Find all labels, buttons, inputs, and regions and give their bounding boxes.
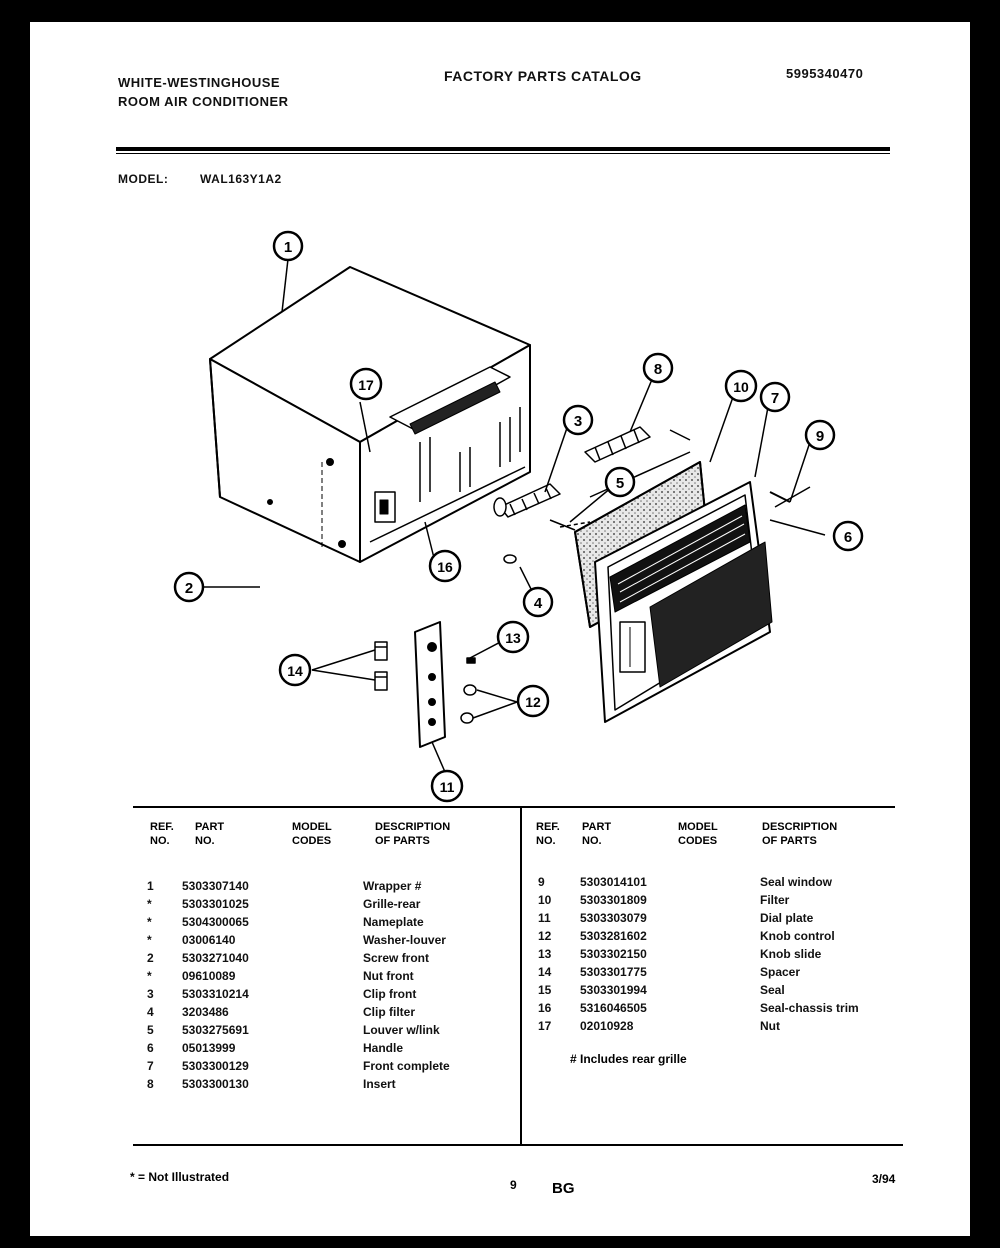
callout-14 bbox=[280, 655, 310, 685]
header-desc-right: DESCRIPTION OF PARTS bbox=[762, 821, 838, 847]
callout-label: 17 bbox=[358, 377, 374, 393]
callout-11 bbox=[432, 771, 462, 801]
document-number: 5995340470 bbox=[786, 66, 864, 81]
knobs bbox=[461, 658, 476, 723]
callout-8 bbox=[644, 354, 672, 382]
callout-label: 12 bbox=[525, 694, 541, 710]
callout-label: 1 bbox=[283, 239, 293, 256]
callout-label: 16 bbox=[437, 559, 453, 575]
revision-date: 3/94 bbox=[872, 1172, 896, 1186]
brand-line-2: ROOM AIR CONDITIONER bbox=[118, 94, 289, 109]
callout-label: 5 bbox=[615, 475, 625, 492]
callout-1 bbox=[274, 232, 302, 260]
callout-5 bbox=[606, 468, 634, 496]
model-number: WAL163Y1A2 bbox=[200, 172, 282, 186]
callout-label: 6 bbox=[843, 529, 853, 546]
clip-filter bbox=[504, 520, 575, 563]
callout-3 bbox=[564, 406, 592, 434]
header-desc-left: DESCRIPTION OF PARTS bbox=[375, 821, 451, 847]
louver-washers bbox=[585, 427, 690, 462]
clips-front bbox=[494, 484, 560, 517]
dial-plate bbox=[415, 622, 445, 747]
callout-16 bbox=[430, 551, 460, 581]
header-ref-left: REF. NO. bbox=[150, 821, 174, 847]
callout-label: 7 bbox=[770, 390, 780, 407]
callout-label: 4 bbox=[533, 595, 543, 612]
table-divider bbox=[520, 806, 522, 1146]
footnote-includes-rear-grille: # Includes rear grille bbox=[570, 1052, 687, 1066]
callout-label: 3 bbox=[573, 413, 583, 430]
callout-label: 11 bbox=[439, 779, 455, 795]
header-part-left: PART NO. bbox=[195, 821, 225, 847]
callout-17 bbox=[351, 369, 381, 399]
table-top-rule bbox=[133, 806, 895, 808]
not-illustrated-legend: * = Not Illustrated bbox=[130, 1170, 230, 1184]
model-label: MODEL: bbox=[118, 172, 169, 186]
callout-label: 10 bbox=[733, 379, 749, 395]
callout-4 bbox=[524, 588, 552, 616]
callout-10 bbox=[726, 371, 756, 401]
callout-label: 14 bbox=[287, 663, 303, 679]
callout-13 bbox=[498, 622, 528, 652]
exploded-parts-diagram bbox=[30, 22, 970, 1236]
callout-label: 8 bbox=[653, 361, 663, 378]
header-model-left: MODEL CODES bbox=[292, 821, 332, 847]
parts-catalog-page: WHITE-WESTINGHOUSE ROOM AIR CONDITIONER FACTORY PARTS CATALOG 5995340470 MODEL: WAL163Y1A2 1 2 3 4 5 6 7 8 9 10 11 12 13 14 16 17 REF. NO. PART NO. MODEL CODES DESCRIPTION OF PARTS REF. NO. PART NO. MODEL CODES DESCRIPTION OF PARTS 1 5303307140 Wrapper # * 5303301025 Grille-rear * 5304300065 Nameplate * 03006140 Washer-louver 2 5303271040 Screw front * 09610089 Nut front 3 5303310214 Clip front 4 3203486 Clip filter 5 5303275691 Louver w/link 6 05013999 Handle 7 5303300129 Front complete 8 5303300130 Insert 9 5303014101 Seal window 10 5303301809 Filter 11 5303303079 Dial plate 12 5303281602 Knob control 13 5303302150 Knob slide 14 5303301775 Spacer 15 5303301994 Seal 16 5316046505 Seal-chassis trim 17 02010928 Nut # Includes rear grille * = Not Illustrated 9 BG 3/94 bbox=[30, 22, 970, 1236]
callout-12 bbox=[518, 686, 548, 716]
spacers bbox=[375, 642, 387, 690]
table-bottom-rule bbox=[133, 1144, 903, 1146]
catalog-title: FACTORY PARTS CATALOG bbox=[444, 68, 642, 84]
callout-label: 13 bbox=[505, 630, 521, 646]
callout-9 bbox=[806, 421, 834, 449]
callout-label: 2 bbox=[184, 580, 194, 597]
header-model-right: MODEL CODES bbox=[678, 821, 718, 847]
callout-7 bbox=[761, 383, 789, 411]
callout-label: 9 bbox=[815, 428, 825, 445]
callout-2 bbox=[175, 573, 203, 601]
header-ref-right: REF. NO. bbox=[536, 821, 560, 847]
brand-line-1: WHITE-WESTINGHOUSE bbox=[118, 75, 281, 90]
callout-6 bbox=[834, 522, 862, 550]
header-part-right: PART NO. bbox=[582, 821, 612, 847]
page-number: 9 bbox=[510, 1178, 517, 1192]
cabinet-wrapper bbox=[210, 267, 530, 562]
section-code: BG bbox=[552, 1180, 575, 1197]
